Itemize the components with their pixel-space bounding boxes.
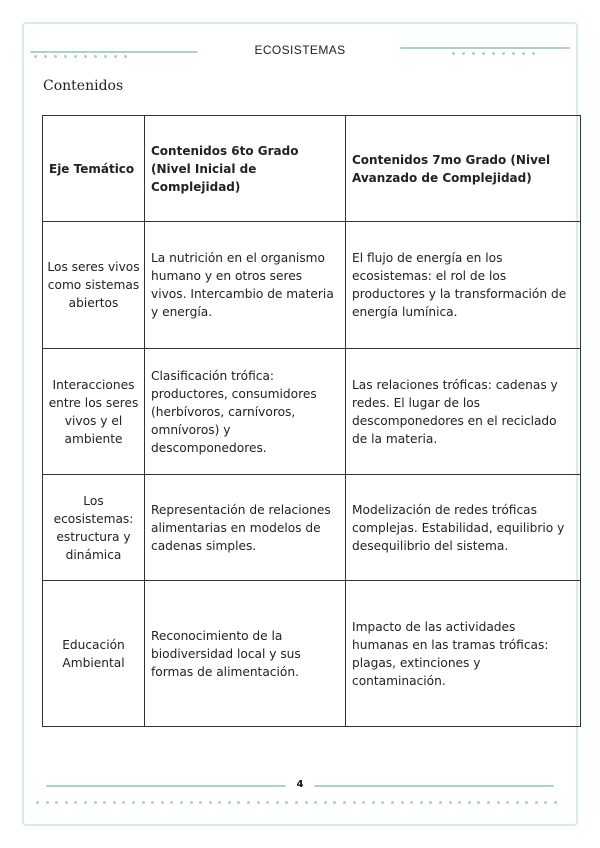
cell-sexto: Reconocimiento de la biodiversidad local y sus formas de alimentación. — [145, 581, 346, 727]
section-title: Contenidos — [43, 78, 124, 94]
cell-septimo: El flujo de energía en los ecosistemas: el rol de los productores y la transformación de energía lumínica. — [346, 222, 581, 349]
table-header-row — [43, 116, 581, 222]
header-eje-tematico: Eje Temático — [43, 116, 145, 222]
footer-dots — [36, 801, 557, 805]
table-row — [43, 475, 581, 581]
header-rule-right — [400, 47, 570, 49]
cell-sexto: Clasificación trófica: productores, consumidores (herbívoros, carnívoros, omnívoros) y descomponedores. — [145, 349, 346, 475]
contents-table — [42, 115, 581, 727]
cell-septimo: Las relaciones tróficas: cadenas y redes. El lugar de los descomponedores en el reciclado de la materia. — [346, 349, 581, 475]
cell-sexto: Representación de relaciones alimentarias en modelos de cadenas simples. — [145, 475, 346, 581]
footer-rule-left — [46, 785, 286, 787]
cell-eje: Interacciones entre los seres vivos y el ambiente — [43, 349, 145, 475]
table-row — [43, 349, 581, 475]
page-number: 4 — [296, 779, 304, 790]
footer-rule-right — [314, 785, 554, 787]
cell-sexto: La nutrición en el organismo humano y en otros seres vivos. Intercambio de materia y energía. — [145, 222, 346, 349]
header-title: ECOSISTEMAS — [254, 43, 346, 57]
cell-eje: Educación Ambiental — [43, 581, 145, 727]
table-row — [43, 222, 581, 349]
header-septimo-grado: Contenidos 7mo Grado (Nivel Avanzado de Complejidad) — [346, 116, 581, 222]
page-header — [0, 0, 600, 70]
cell-septimo: Impacto de las actividades humanas en las tramas tróficas: plagas, extinciones y contaminación. — [346, 581, 581, 727]
table-row — [43, 581, 581, 727]
header-dots-right — [452, 52, 535, 56]
cell-septimo: Modelización de redes tróficas complejas. Estabilidad, equilibrio y desequilibrio del sistema. — [346, 475, 581, 581]
header-sexto-grado: Contenidos 6to Grado (Nivel Inicial de Complejidad) — [145, 116, 346, 222]
cell-eje: Los seres vivos como sistemas abiertos — [43, 222, 145, 349]
cell-eje: Los ecosistemas: estructura y dinámica — [43, 475, 145, 581]
